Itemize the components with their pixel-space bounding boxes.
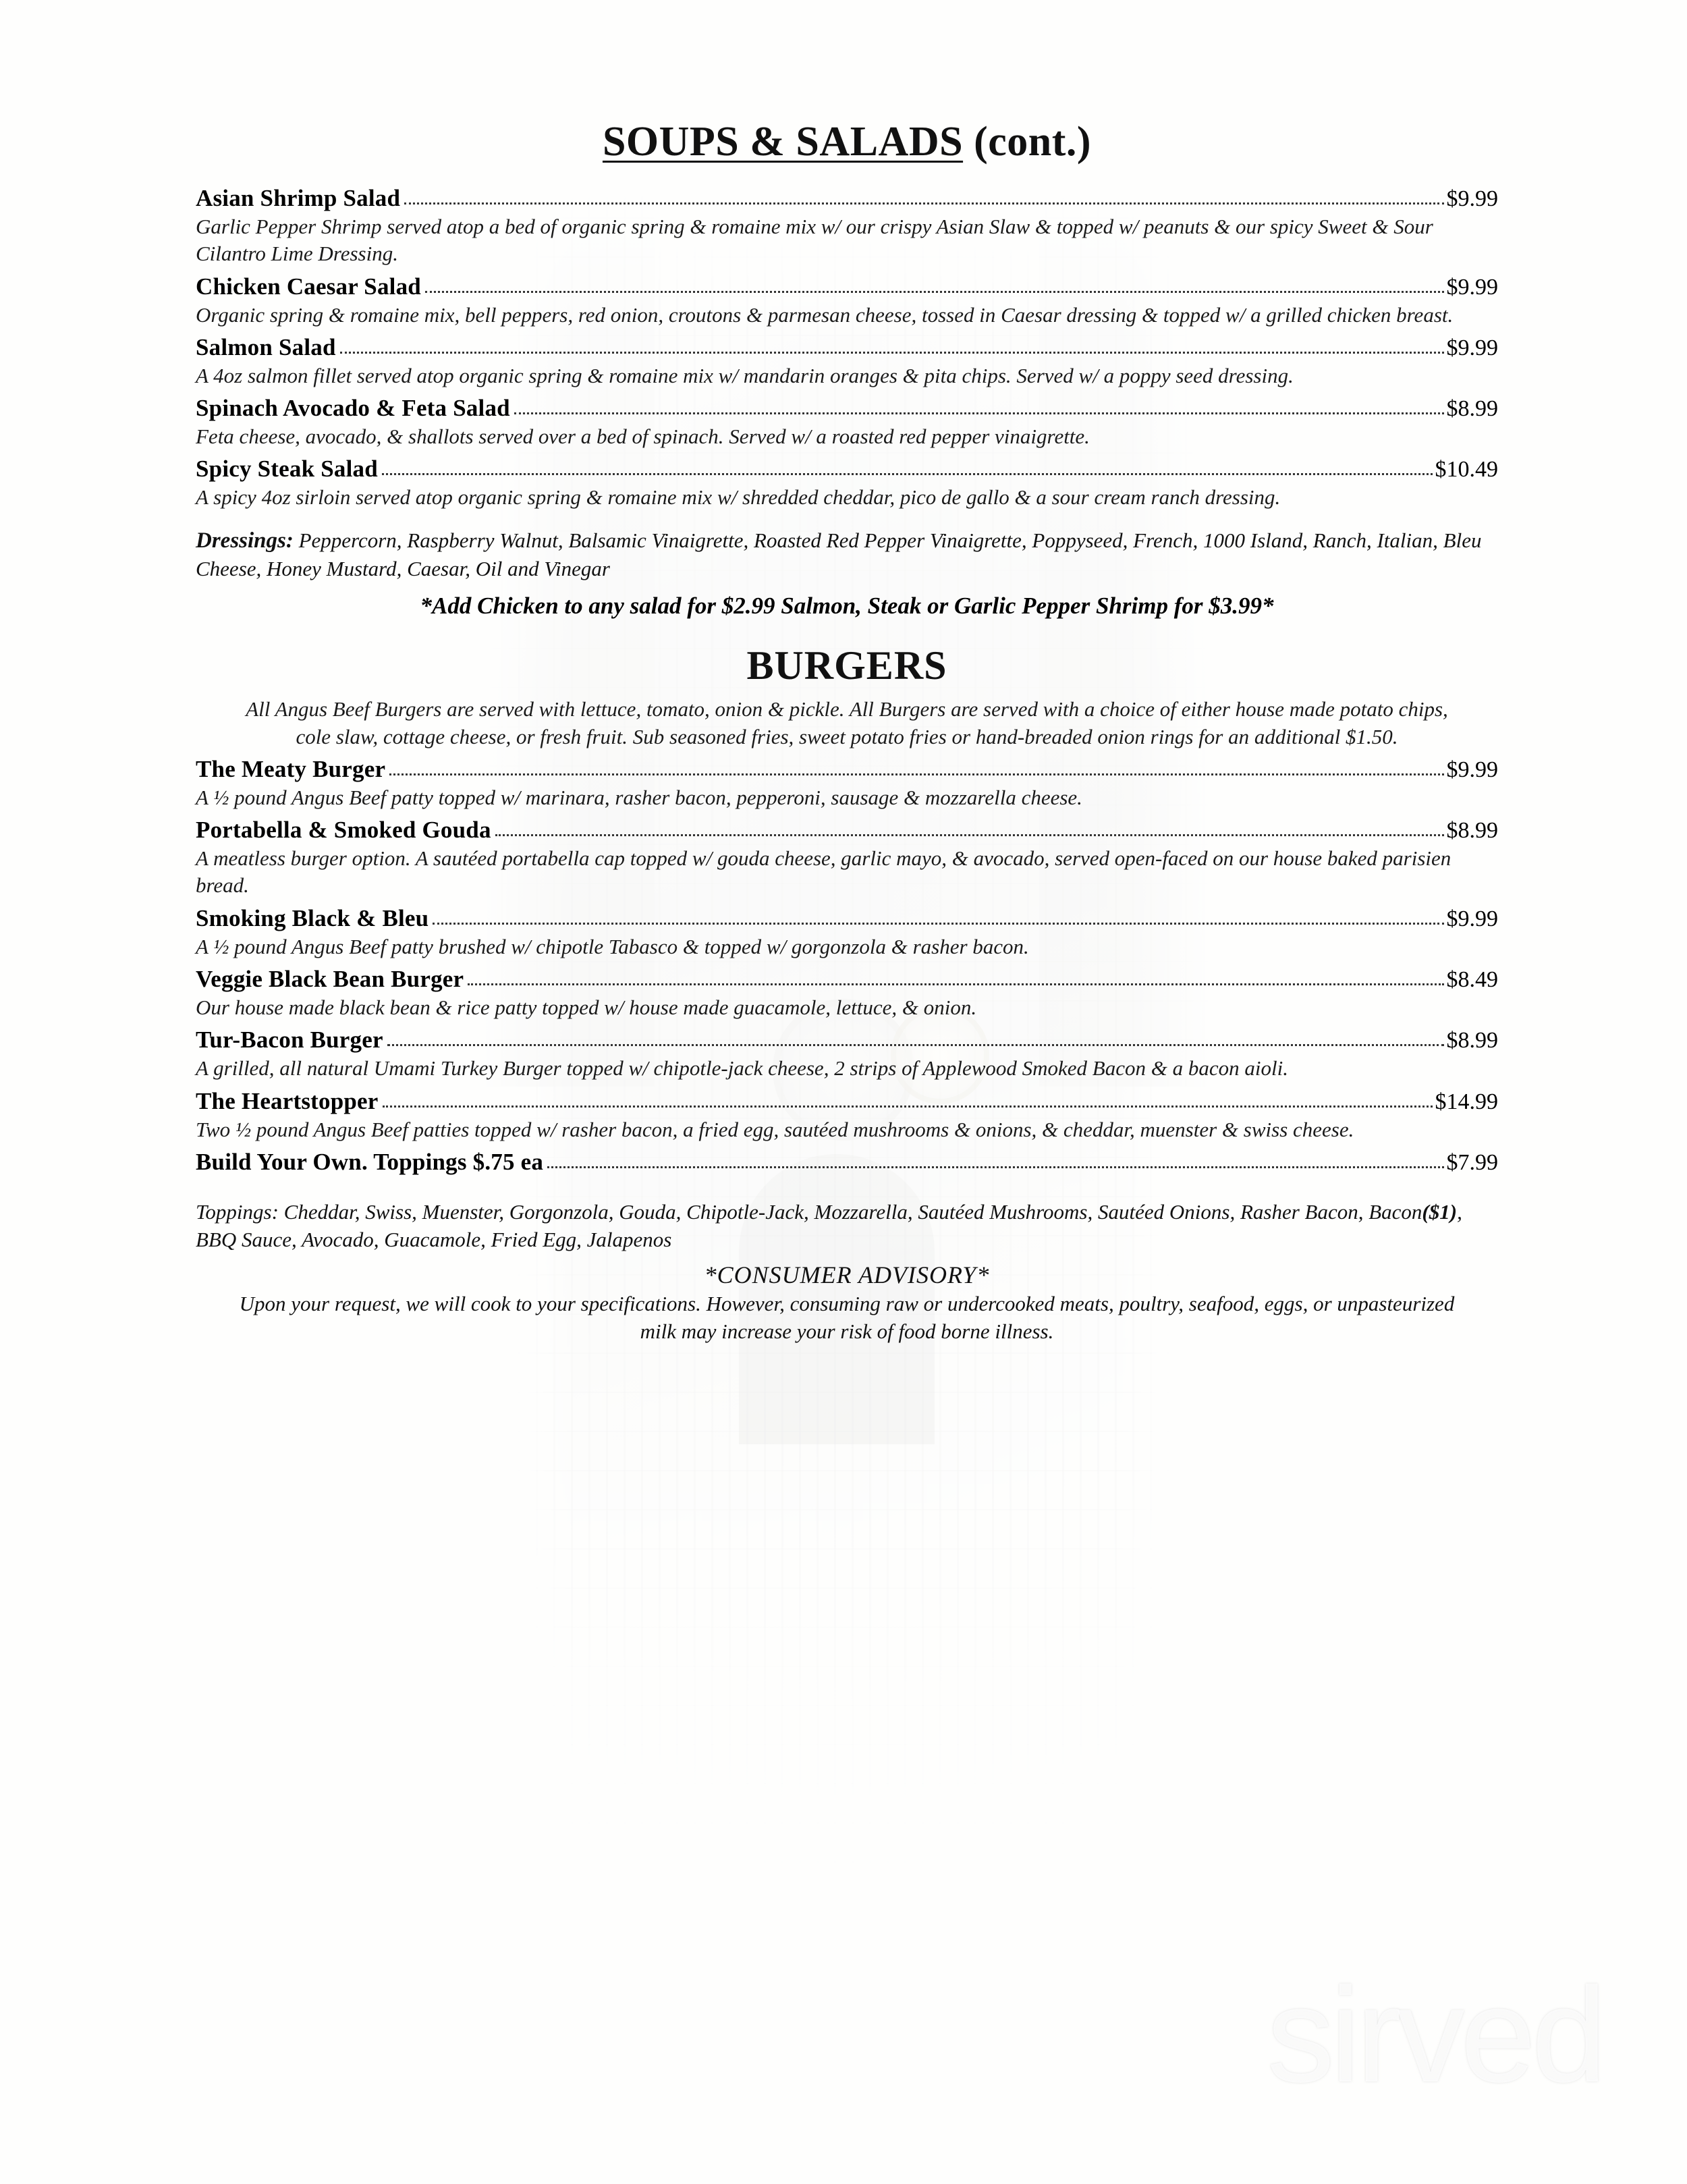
dressings-list <box>196 526 1498 583</box>
menu-item-price: $9.99 <box>1446 274 1498 300</box>
menu-item-name: Veggie Black Bean Burger <box>196 966 464 993</box>
menu-item <box>196 817 1498 900</box>
menu-item-name: Salmon Salad <box>196 333 336 360</box>
menu-item-description: Two ½ pound Angus Beef patties topped w/ rasher bacon, a fried egg, sautéed mushrooms & onions, & cheddar, muenster & swiss cheese. <box>196 1117 1354 1141</box>
menu-item-name: Spinach Avocado & Feta Salad <box>196 395 510 422</box>
menu-item-price: $9.99 <box>1446 186 1498 211</box>
menu-item-description: Garlic Pepper Shrimp served atop a bed of organic spring & romaine mix w/ our crispy Asian Slaw & topped w/ peanuts & our spicy Sweet & Sour Cilantro Lime Dressing. <box>196 215 1433 266</box>
menu-item <box>196 456 1498 511</box>
leader-dots <box>404 202 1443 204</box>
leader-dots <box>547 1166 1443 1168</box>
menu-item <box>196 1088 1498 1143</box>
menu-item <box>196 905 1498 960</box>
leader-dots <box>425 290 1444 293</box>
menu-item-description: A grilled, all natural Umami Turkey Burger topped w/ chipotle-jack cheese, 2 strips of Applewood Smoked Bacon & a bacon aioli. <box>196 1056 1288 1081</box>
menu-item-description: Organic spring & romaine mix, bell peppers, red onion, croutons & parmesan cheese, tossed in Caesar dressing & topped w/ a grilled chicken breast. <box>196 302 1454 327</box>
page-title-suffix: (cont.) <box>963 119 1092 165</box>
menu-item <box>196 756 1498 811</box>
leader-dots <box>387 1043 1444 1046</box>
menu-item-description: A 4oz salmon fillet served atop organic spring & romaine mix w/ mandarin oranges & pita chips. Served w/ a poppy seed dressing. <box>196 363 1294 387</box>
menu-item-description: Feta cheese, avocado, & shallots served over a bed of spinach. Served w/ a roasted red pepper vinaigrette. <box>196 425 1090 449</box>
menu-item-name: Tur-Bacon Burger <box>196 1027 383 1054</box>
menu-content <box>196 118 1498 1346</box>
consumer-advisory-title: *CONSUMER ADVISORY* <box>704 1261 990 1288</box>
menu-item-price: $10.49 <box>1435 457 1498 483</box>
menu-item-description: A meatless burger option. A sautéed portabella cap topped w/ gouda cheese, garlic mayo, & avocado, served open-faced on our house baked parisien bread. <box>196 846 1451 898</box>
page-title <box>196 118 1498 166</box>
menu-item-price: $8.99 <box>1446 818 1498 844</box>
consumer-advisory-body: Upon your request, we will cook to your specifications. However, consuming raw or undercooked meats, poultry, seafood, eggs, or unpasteurized milk may increase your risk of food borne illness. <box>239 1291 1455 1343</box>
menu-item-description: A ½ pound Angus Beef patty topped w/ marinara, rasher bacon, pepperoni, sausage & mozzarella cheese. <box>196 785 1082 809</box>
burger-toppings-list <box>196 1199 1498 1254</box>
menu-item <box>196 395 1498 450</box>
sirved-watermark: sirved <box>1267 1960 1603 2110</box>
menu-item-description: A spicy 4oz sirloin served atop organic spring & romaine mix w/ shredded cheddar, pico de gallo & a sour cream ranch dressing. <box>196 485 1281 510</box>
leader-dots <box>495 834 1444 836</box>
menu-item-price: $9.99 <box>1446 906 1498 931</box>
menu-item <box>196 273 1498 329</box>
menu-item-price: $8.49 <box>1446 967 1498 993</box>
menu-item-price: $8.99 <box>1446 1028 1498 1054</box>
menu-item-price: $14.99 <box>1435 1089 1498 1114</box>
dressings-label: Dressings: <box>196 528 294 553</box>
menu-item <box>196 966 1498 1021</box>
menu-item <box>196 185 1498 268</box>
menu-item-description: A ½ pound Angus Beef patty brushed w/ chipotle Tabasco & topped w/ gorgonzola & rasher bacon. <box>196 934 1029 958</box>
menu-item-description: Our house made black bean & rice patty topped w/ house made guacamole, lettuce, & onion. <box>196 995 977 1020</box>
menu-item-name: Smoking Black & Bleu <box>196 904 429 931</box>
menu-item-name: Chicken Caesar Salad <box>196 273 421 300</box>
menu-item-name: Asian Shrimp Salad <box>196 185 401 211</box>
toppings-prefix: Toppings: Cheddar, Swiss, Muenster, Gorgonzola, Gouda, Chipotle-Jack, Mozzarella, Sautéed Mushrooms, Sautéed Onions, Rasher Bacon, Bacon <box>196 1199 1422 1224</box>
toppings-suffix: , BBQ Sauce, Avocado, Guacamole, Fried Egg, Jalapenos <box>196 1199 1462 1251</box>
menu-item-price: $9.99 <box>1446 335 1498 360</box>
burgers-section-title: BURGERS <box>746 643 947 688</box>
menu-item-name: The Heartstopper <box>196 1087 379 1114</box>
menu-item <box>196 1027 1498 1082</box>
toppings-bacon-upcharge: ($1) <box>1422 1199 1458 1224</box>
leader-dots <box>468 983 1443 985</box>
leader-dots <box>340 351 1444 354</box>
menu-item <box>196 1149 1498 1176</box>
menu-item-name: Portabella & Smoked Gouda <box>196 817 491 844</box>
menu-item-price: $9.99 <box>1446 757 1498 782</box>
leader-dots <box>514 412 1444 414</box>
menu-item-name: Spicy Steak Salad <box>196 456 378 483</box>
leader-dots <box>389 773 1443 775</box>
leader-dots <box>433 922 1443 925</box>
salad-add-on-note: *Add Chicken to any salad for $2.99 Salmon, Steak or Garlic Pepper Shrimp for $3.99* <box>420 593 1274 620</box>
leader-dots <box>382 472 1433 475</box>
burgers-intro-text: All Angus Beef Burgers are served with lettuce, tomato, onion & pickle. All Burgers are served with a choice of either house made potato chips, cole slaw, cottage cheese, or fresh fruit. Sub seasoned fries, sweet potato fries or hand-breaded onion rings for an additional $1.50. <box>246 697 1448 748</box>
leader-dots <box>383 1105 1433 1108</box>
menu-item-name: Build Your Own. Toppings $.75 ea <box>196 1148 544 1175</box>
dressings-values: Peppercorn, Raspberry Walnut, Balsamic Vinaigrette, Roasted Red Pepper Vinaigrette, Poppyseed, French, 1000 Island, Ranch, Italian, Bleu Cheese, Honey Mustard, Caesar, Oil and Vinegar <box>196 528 1482 581</box>
menu-item <box>196 334 1498 389</box>
page-title-main: SOUPS & SALADS <box>602 119 964 165</box>
menu-item-name: The Meaty Burger <box>196 755 386 782</box>
menu-item-price: $7.99 <box>1446 1149 1498 1175</box>
menu-item-price: $8.99 <box>1446 396 1498 422</box>
